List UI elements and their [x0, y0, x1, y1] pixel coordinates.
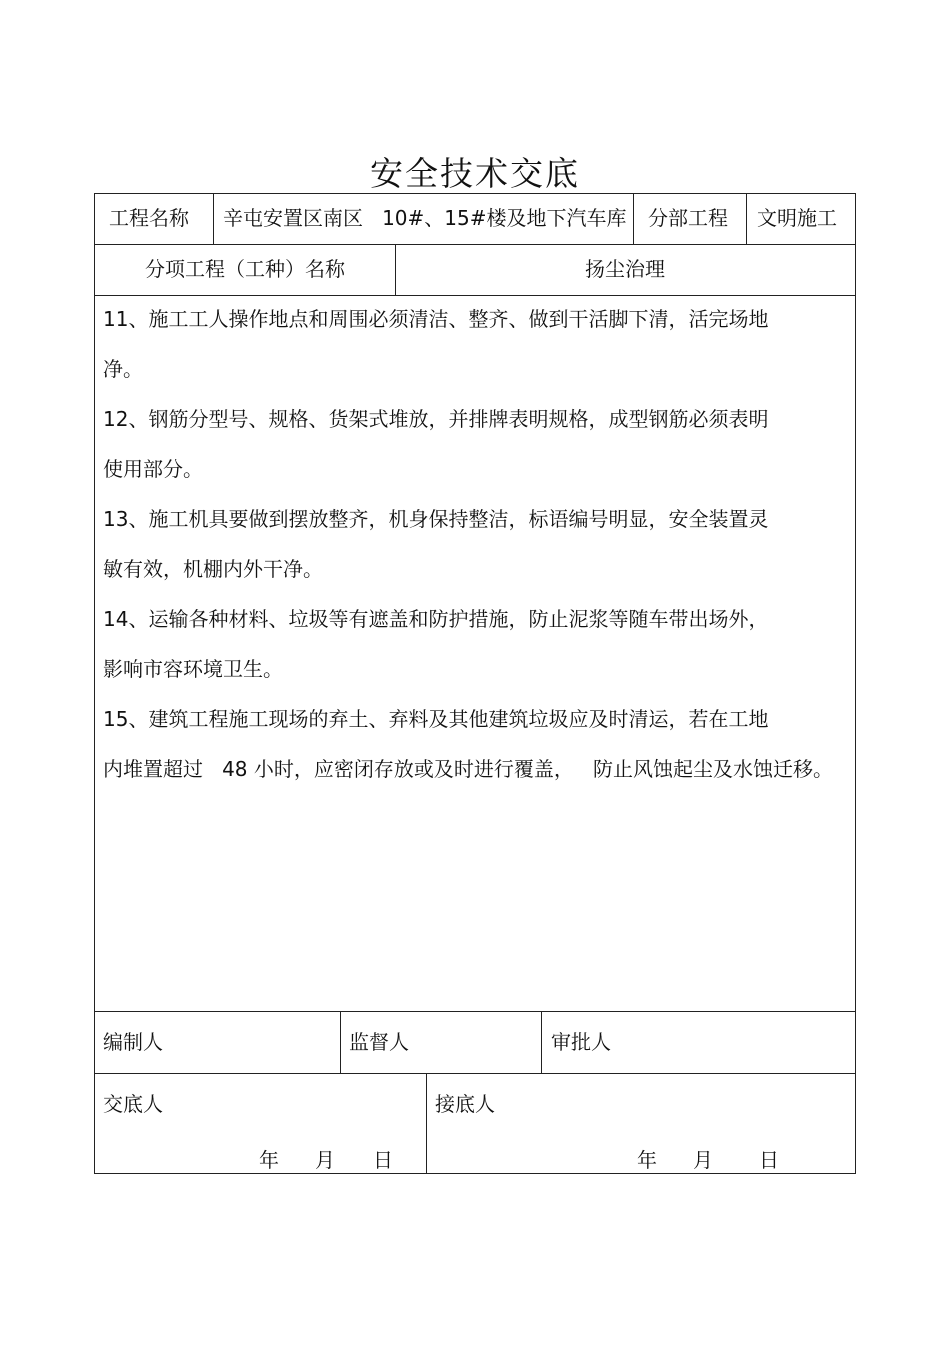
document-title: 安全技术交底	[370, 154, 580, 193]
division-label: 分部工程	[648, 206, 728, 230]
subitem-label: 分项工程（工种）名称	[145, 257, 345, 281]
row-divider	[95, 244, 855, 245]
content-line: 影响市容环境卫生。	[103, 657, 283, 681]
row-divider	[95, 1073, 855, 1074]
approver-label: 审批人	[551, 1030, 611, 1054]
disclosure-content	[103, 309, 843, 809]
row-divider	[95, 295, 855, 296]
content-line: 15、建筑工程施工现场的弃土、弃料及其他建筑垃圾应及时清运，若在工地	[103, 707, 769, 731]
col-divider	[541, 1011, 542, 1073]
supervisor-label: 监督人	[349, 1030, 409, 1054]
content-line: 敏有效，机棚内外干净。	[103, 557, 323, 581]
content-line: 12、钢筋分型号、规格、货架式堆放，并排牌表明规格，成型钢筋必须表明	[103, 407, 769, 431]
col-divider	[213, 194, 214, 244]
subitem-value: 扬尘治理	[585, 257, 665, 281]
day-label: 日	[759, 1148, 779, 1172]
disclosure-form	[94, 193, 856, 1174]
content-line: 13、施工机具要做到摆放整齐，机身保持整洁，标语编号明显，安全装置灵	[103, 507, 769, 531]
month-label: 月	[693, 1148, 713, 1172]
col-divider	[340, 1011, 341, 1073]
content-line: 内堆置超过 48 小时，应密闭存放或及时进行覆盖， 防止风蚀起尘及水蚀迁移。	[103, 757, 833, 781]
year-label: 年	[637, 1148, 657, 1172]
content-line: 使用部分。	[103, 457, 203, 481]
project-name-label: 工程名称	[109, 206, 189, 230]
content-line: 14、运输各种材料、垃圾等有遮盖和防护措施，防止泥浆等随车带出场外，	[103, 607, 769, 631]
col-divider	[426, 1073, 427, 1173]
compiler-label: 编制人	[103, 1030, 163, 1054]
content-line: 净。	[103, 357, 143, 381]
col-divider	[746, 194, 747, 244]
year-label: 年	[259, 1148, 279, 1172]
row-divider	[95, 1011, 855, 1012]
content-line: 11、施工工人操作地点和周围必须清洁、整齐、做到干活脚下清，活完场地	[103, 307, 769, 331]
col-divider	[633, 194, 634, 244]
day-label: 日	[373, 1148, 393, 1172]
project-name-value: 辛屯安置区南区 10#、15#楼及地下汽车库	[223, 206, 627, 230]
discloser-label: 交底人	[103, 1092, 163, 1116]
receiver-label: 接底人	[435, 1092, 495, 1116]
month-label: 月	[315, 1148, 335, 1172]
division-value: 文明施工	[757, 206, 837, 230]
